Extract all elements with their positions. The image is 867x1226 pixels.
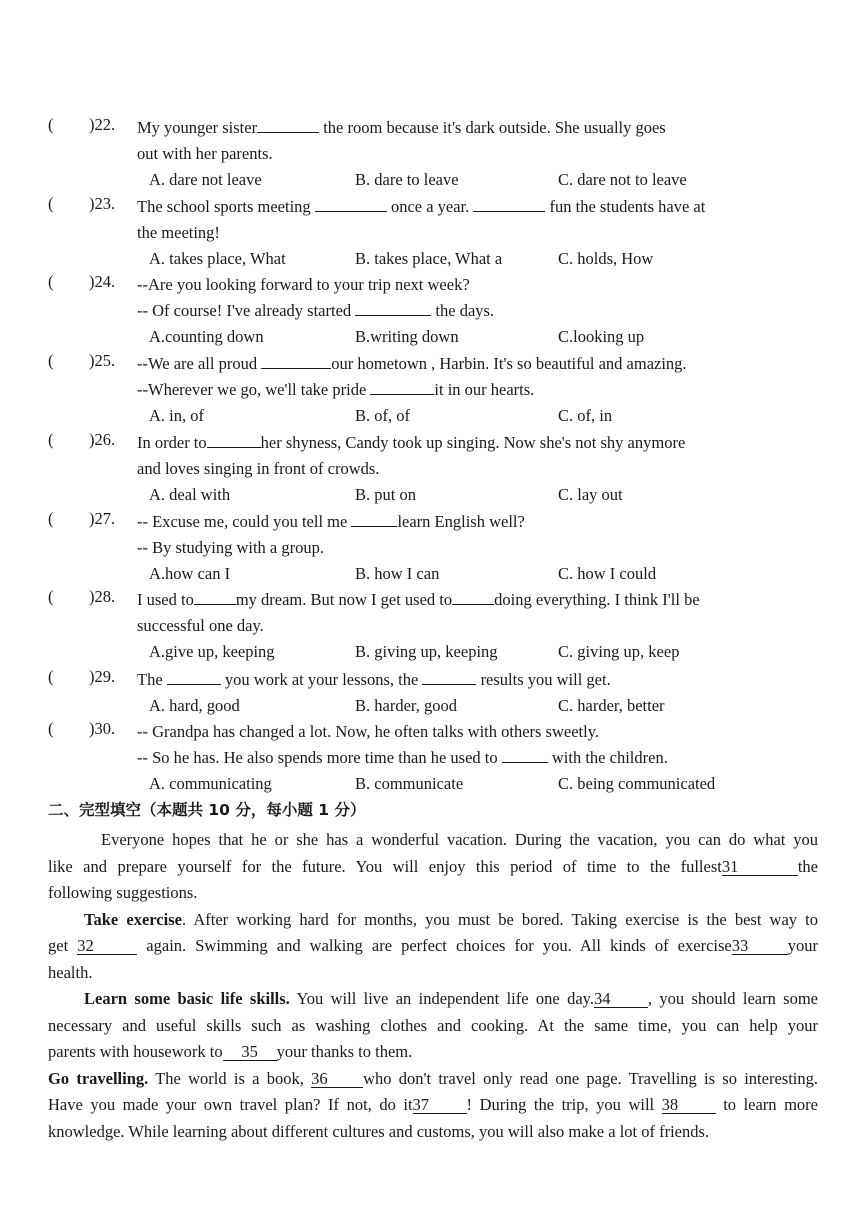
stem-text: -- By studying with a group. <box>137 538 324 557</box>
option-c[interactable]: C. harder, better <box>558 696 665 715</box>
passage-line: Go travelling. The world is a book, 36 who don't travel only read one page. Travelling is so interesting. <box>48 1068 818 1088</box>
passage-line: health. <box>48 962 93 982</box>
stem-line <box>137 377 757 403</box>
option-a[interactable]: A.counting down <box>149 327 264 346</box>
question-stem <box>137 351 757 429</box>
question-stem <box>137 115 757 193</box>
stem-text: --Wherever we go, we'll take pride <box>137 380 371 399</box>
stem-line <box>137 115 757 141</box>
passage-line: Learn some basic life skills. You will live an independent life one day.34 , you should learn some <box>84 989 818 1008</box>
option-b[interactable]: B. put on <box>355 485 416 504</box>
options-row <box>48 482 757 508</box>
options-row <box>48 693 757 719</box>
option-b[interactable]: B. dare to leave <box>355 170 459 189</box>
stem-text: I used to <box>137 590 194 609</box>
stem-line <box>137 298 757 324</box>
answer-paren[interactable]: ( <box>48 115 54 134</box>
passage-line: Have you made your own travel plan? If not, do it37 ! During the trip, you will 38 to learn more <box>48 1095 818 1114</box>
question-number: )29. <box>89 667 116 686</box>
option-c[interactable]: C. giving up, keep <box>558 642 680 661</box>
stem-text: the room because it's dark outside. She usually goes <box>319 118 666 137</box>
stem-line <box>137 194 757 220</box>
option-a[interactable]: A. communicating <box>149 774 272 793</box>
question-stem <box>137 194 757 272</box>
stem-text: -- Excuse me, could you tell me <box>137 512 352 531</box>
answer-blank[interactable] <box>167 670 221 685</box>
stem-text: fun the students have at <box>545 197 706 216</box>
passage-line: Everyone hopes that he or she has a wonderful vacation. During the vacation, you can do what you <box>101 830 818 849</box>
stem-line <box>137 456 757 482</box>
option-c[interactable]: C. lay out <box>558 485 623 504</box>
question-stem <box>137 719 757 797</box>
blank-31[interactable]: 31 <box>722 859 798 876</box>
stem-text: -- Grandpa has changed a lot. Now, he often talks with others sweetly. <box>137 722 600 741</box>
passage-line: following suggestions. <box>48 883 198 902</box>
answer-paren[interactable]: ( <box>48 430 54 449</box>
blank-34[interactable]: 34 <box>594 991 648 1008</box>
question-stem <box>137 430 757 508</box>
stem-line <box>137 220 757 246</box>
answer-paren[interactable]: ( <box>48 272 54 291</box>
options-row <box>48 246 757 272</box>
option-a[interactable]: A. in, of <box>149 406 204 425</box>
answer-paren[interactable]: ( <box>48 194 54 213</box>
answer-paren[interactable]: ( <box>48 667 54 686</box>
question-number: )24. <box>89 272 116 291</box>
stem-text: the meeting! <box>137 223 220 242</box>
question-stem <box>137 509 757 587</box>
answer-paren[interactable]: ( <box>48 351 54 370</box>
question-number: )23. <box>89 194 116 213</box>
passage-line: get 32 again. Swimming and walking are perfect choices for you. All kinds of exercise33 your <box>48 936 818 955</box>
answer-blank[interactable] <box>194 590 236 605</box>
option-c[interactable]: C. being communicated <box>558 774 716 793</box>
answer-blank[interactable] <box>422 670 476 685</box>
answer-paren[interactable]: ( <box>48 587 54 606</box>
option-a[interactable]: A. hard, good <box>149 696 240 715</box>
stem-text: and loves singing in front of crowds. <box>137 459 380 478</box>
options-row <box>48 639 757 665</box>
passage-line: like and prepare yourself for the future. You will enjoy this period of time to the fullest31 the <box>48 856 818 876</box>
options-row <box>48 324 757 350</box>
stem-line <box>137 535 757 561</box>
options-row <box>48 771 757 797</box>
stem-line <box>137 613 757 639</box>
option-c[interactable]: C. of, in <box>558 406 613 425</box>
stem-text: the days. <box>431 301 495 320</box>
paragraph-heading: Go travelling. <box>48 1068 149 1088</box>
option-b[interactable]: B.writing down <box>355 327 459 346</box>
stem-line <box>137 509 757 535</box>
answer-blank[interactable] <box>502 748 548 763</box>
blank-37[interactable]: 37 <box>413 1097 467 1114</box>
answer-blank[interactable] <box>315 197 387 212</box>
answer-blank[interactable] <box>257 118 319 133</box>
question-number: )22. <box>89 115 116 134</box>
stem-line <box>137 667 757 693</box>
option-b[interactable]: B. harder, good <box>355 696 457 715</box>
stem-text: The school sports meeting <box>137 197 315 216</box>
answer-blank[interactable] <box>261 354 331 369</box>
options-row <box>48 167 757 193</box>
stem-text: The <box>137 670 167 689</box>
stem-line <box>137 141 757 167</box>
option-a[interactable]: A. takes place, What <box>149 249 286 268</box>
stem-line <box>137 430 757 456</box>
blank-33[interactable]: 33 <box>732 938 788 955</box>
question-stem <box>137 667 757 719</box>
paragraph-heading: Learn some basic life skills. <box>84 989 290 1008</box>
stem-text: doing everything. I think I'll be <box>494 590 700 609</box>
blank-32[interactable]: 32 <box>77 938 137 955</box>
blank-36[interactable]: 36 <box>311 1071 363 1088</box>
stem-text: my dream. But now I get used to <box>235 590 453 609</box>
paragraph-heading: Take exercise <box>84 909 182 929</box>
option-a[interactable]: A. deal with <box>149 485 231 504</box>
stem-line <box>137 272 757 298</box>
cloze-passage <box>48 827 818 1145</box>
question-stem <box>137 272 757 350</box>
passage-line: necessary and useful skills such as washing clothes and cooking. At the same time, you can help your <box>48 1015 818 1035</box>
stem-line <box>137 719 757 745</box>
question-number: )27. <box>89 509 116 528</box>
stem-text: In order to <box>137 433 207 452</box>
stem-text: you work at your lessons, the <box>220 670 423 689</box>
stem-text: learn English well? <box>397 512 525 531</box>
question-number: )28. <box>89 587 116 606</box>
option-b[interactable]: B. of, of <box>355 406 410 425</box>
stem-text: our hometown , Harbin. It's so beautiful and amazing. <box>331 354 687 373</box>
blank-35[interactable]: 35 <box>223 1044 277 1061</box>
answer-blank[interactable] <box>473 197 545 212</box>
passage-line: parents with housework to 35 your thanks to them. <box>48 1042 413 1061</box>
option-c[interactable]: C. how I could <box>558 564 657 583</box>
blank-38[interactable]: 38 <box>662 1097 716 1114</box>
stem-text: her shyness, Candy took up singing. Now she's not shy anymore <box>260 433 686 452</box>
stem-text: My younger sister <box>137 118 258 137</box>
option-c[interactable]: C. holds, How <box>558 249 654 268</box>
stem-text: it in our hearts. <box>434 380 535 399</box>
option-a[interactable]: A.how can I <box>149 564 231 583</box>
question-number: )30. <box>89 719 116 738</box>
option-b[interactable]: B. giving up, keeping <box>355 642 498 661</box>
stem-text: once a year. <box>386 197 474 216</box>
answer-blank[interactable] <box>355 301 431 316</box>
stem-text: results you will get. <box>476 670 611 689</box>
stem-line <box>137 351 757 377</box>
answer-blank[interactable] <box>207 433 261 448</box>
passage-line: Take exercise. After working hard for months, you must be bored. Taking exercise is the best way to <box>84 909 818 929</box>
stem-line <box>137 745 757 771</box>
answer-blank[interactable] <box>351 512 397 527</box>
answer-paren[interactable]: ( <box>48 509 54 528</box>
option-a[interactable]: A. dare not leave <box>149 170 262 189</box>
answer-paren[interactable]: ( <box>48 719 54 738</box>
passage-line: knowledge. While learning about different cultures and customs, you will also make a lot of friends. <box>48 1121 710 1141</box>
option-b[interactable]: B. communicate <box>355 774 464 793</box>
option-c[interactable]: C. dare not to leave <box>558 170 687 189</box>
stem-text: with the children. <box>547 748 668 767</box>
stem-text: out with her parents. <box>137 144 273 163</box>
stem-text: successful one day. <box>137 616 264 635</box>
options-row <box>48 403 757 429</box>
answer-blank[interactable] <box>452 590 494 605</box>
answer-blank[interactable] <box>370 380 434 395</box>
option-b[interactable]: B. takes place, What a <box>355 249 503 268</box>
question-number: )25. <box>89 351 116 370</box>
option-c[interactable]: C.looking up <box>558 327 645 346</box>
stem-text: --We are all proud <box>137 354 262 373</box>
section-title: 二、完型填空（本题共 10 分，每小题 1 分） <box>48 801 366 819</box>
options-row <box>48 561 757 587</box>
stem-text: -- So he has. He also spends more time than he used to <box>137 748 502 767</box>
stem-text: -- Of course! I've already started <box>137 301 356 320</box>
option-b[interactable]: B. how I can <box>355 564 440 583</box>
stem-text: --Are you looking forward to your trip next week? <box>137 275 470 294</box>
question-number: )26. <box>89 430 116 449</box>
option-a[interactable]: A.give up, keeping <box>149 642 275 661</box>
question-stem <box>137 587 757 665</box>
stem-line <box>137 587 757 613</box>
